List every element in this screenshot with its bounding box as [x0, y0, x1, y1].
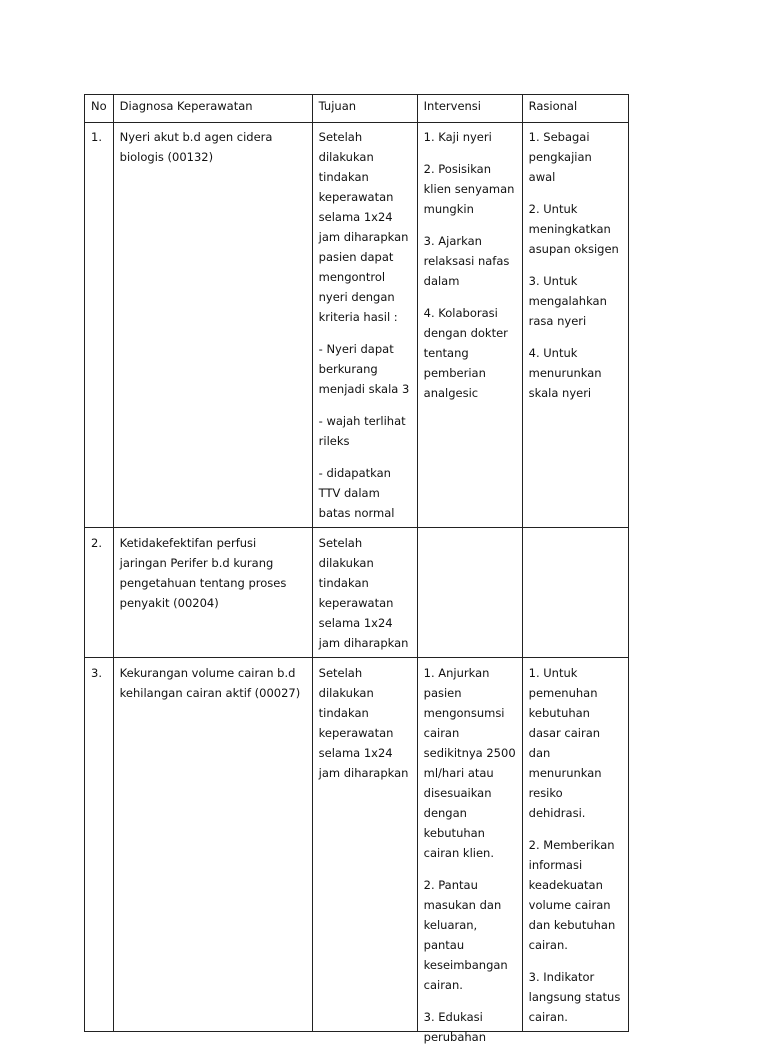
tujuan-text: Setelah dilakukan tindakan keperawatan selama 1x24 jam diharapkan [318, 666, 409, 780]
cell-tujuan [312, 528, 417, 658]
intervensi-item: 2. Posisikan klien senyaman mungkin [423, 162, 515, 216]
cell-diagnosa: Ketidakefektifan perfusi jaringan Perifer b.d kurang pengetahuan tentang proses penyakit (00204) [113, 528, 312, 658]
intervensi-item: 3. Edukasi perubahan [423, 1010, 487, 1044]
tujuan-criterion: - wajah terlihat rileks [318, 414, 406, 448]
intervensi-item: 2. Pantau masukan dan keluaran, pantau keseimbangan cairan. [423, 878, 508, 992]
rasional-item: 1. Sebagai pengkajian awal [528, 130, 592, 184]
intervensi-item: 1. Anjurkan pasien mengonsumsi cairan sedikitnya 2500 ml/hari atau disesuaikan dengan kebutuhan cairan klien. [423, 666, 516, 860]
cell-rasional [522, 658, 628, 1032]
table-row [85, 123, 629, 528]
care-plan-table [84, 94, 629, 1044]
table-header-row [85, 95, 629, 123]
cell-rasional [522, 528, 628, 658]
cell-no: 2. [85, 528, 114, 658]
intervensi-item: 4. Kolaborasi dengan dokter tentang pemberian analgesic [423, 306, 508, 400]
header-rasional: Rasional [522, 95, 628, 123]
header-diagnosa: Diagnosa Keperawatan [113, 95, 312, 123]
intervensi-list [423, 663, 516, 1044]
table-row [85, 528, 629, 658]
rasional-item: 2. Untuk meningkatkan asupan oksigen [528, 202, 619, 256]
cell-no: 1. [85, 123, 114, 528]
header-tujuan: Tujuan [312, 95, 417, 123]
intervensi-item: 3. Ajarkan relaksasi nafas dalam [423, 234, 510, 288]
cell-diagnosa: Kekurangan volume cairan b.d kehilangan cairan aktif (00027) [113, 658, 312, 1032]
cell-no: 3. [85, 658, 114, 1032]
rasional-item: 3. Untuk mengalahkan rasa nyeri [528, 274, 607, 328]
cell-tujuan [312, 123, 417, 528]
rasional-item: 4. Untuk menurunkan skala nyeri [528, 346, 602, 400]
cell-diagnosa: Nyeri akut b.d agen cidera biologis (00132) [113, 123, 312, 528]
tujuan-text: Setelah dilakukan tindakan keperawatan selama 1x24 jam diharapkan pasien dapat mengontrol nyeri dengan kriteria hasil : [318, 130, 409, 324]
cell-tujuan [312, 658, 417, 1032]
tujuan-criterion: - Nyeri dapat berkurang menjadi skala 3 [318, 342, 410, 396]
intervensi-item: 1. Kaji nyeri [423, 130, 492, 144]
cell-intervensi [417, 658, 522, 1044]
cell-rasional [522, 123, 628, 528]
tujuan-text: Setelah dilakukan tindakan keperawatan selama 1x24 jam diharapkan [318, 536, 409, 650]
table-row [85, 658, 629, 1032]
header-intervensi: Intervensi [417, 95, 522, 123]
cell-intervensi [417, 123, 522, 528]
tujuan-criterion: - didapatkan TTV dalam batas normal [318, 466, 395, 520]
rasional-item: 3. Indikator langsung status cairan. [528, 970, 621, 1024]
header-no: No [85, 95, 114, 123]
rasional-item: 1. Untuk pemenuhan kebutuhan dasar cairan dan menurunkan resiko dehidrasi. [528, 666, 602, 820]
rasional-item: 2. Memberikan informasi keadekuatan volume cairan dan kebutuhan cairan. [528, 838, 616, 952]
cell-intervensi [417, 528, 522, 658]
